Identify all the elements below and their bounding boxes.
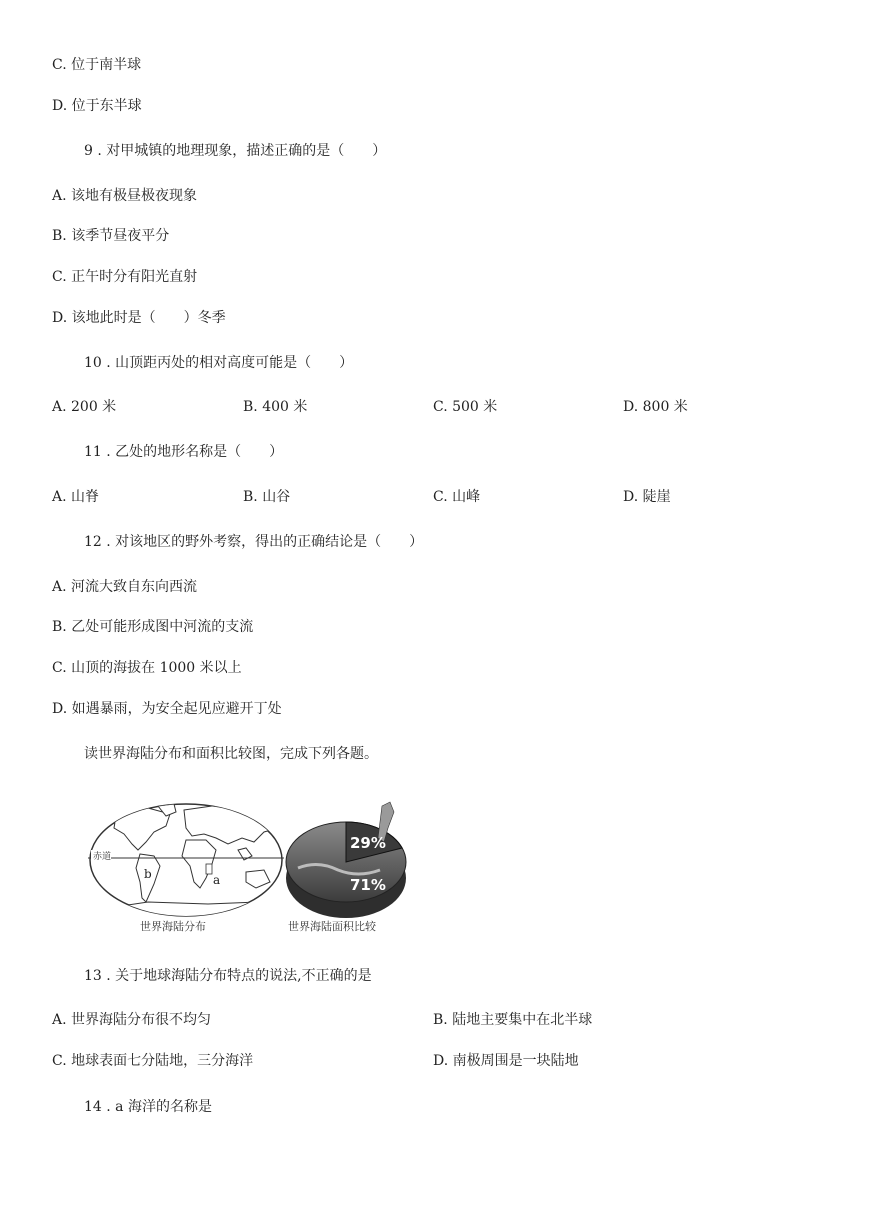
antarctica-shape xyxy=(108,902,278,920)
q13-option-c: C. 地球表面七分陆地，三分海洋 xyxy=(52,1053,254,1069)
q9-option-b: B. 该季节昼夜平分 xyxy=(52,228,170,244)
world-land-sea-figure xyxy=(88,798,433,943)
q9-option-c: C. 正午时分有阳光直射 xyxy=(52,269,198,285)
q11-option-b: B. 山谷 xyxy=(243,489,291,505)
q10-option-b: B. 400 米 xyxy=(243,399,308,415)
q11-option-d: D. 陡崖 xyxy=(623,489,671,505)
q10-option-c: C. 500 米 xyxy=(433,399,498,415)
q10-option-d: D. 800 米 xyxy=(623,399,688,415)
q12-option-b: B. 乙处可能形成图中河流的支流 xyxy=(52,619,254,635)
q9-option-d: D. 该地此时是（ ）冬季 xyxy=(52,310,226,326)
q10-option-a: A. 200 米 xyxy=(52,399,117,415)
pie-caption: 世界海陆面积比较 xyxy=(288,920,376,933)
ocean-a-marker xyxy=(206,864,212,874)
ocean-percent-label: 71% xyxy=(350,876,386,894)
map-caption: 世界海陆分布 xyxy=(140,920,206,933)
land-percent-label: 29% xyxy=(350,834,386,852)
q8-option-c: C. 位于南半球 xyxy=(52,57,142,73)
q12-stem: 12 . 对该地区的野外考察，得出的正确结论是（ ） xyxy=(84,534,424,550)
q13-option-d: D. 南极周围是一块陆地 xyxy=(433,1053,579,1069)
equator-label: 赤道 xyxy=(93,852,112,862)
q13-stem: 13 . 关于地球海陆分布特点的说法,不正确的是 xyxy=(84,968,372,984)
q13-option-a: A. 世界海陆分布很不均匀 xyxy=(52,1012,212,1028)
world-map xyxy=(88,804,284,933)
q11-option-a: A. 山脊 xyxy=(52,489,100,505)
q12-option-a: A. 河流大致自东向西流 xyxy=(52,579,198,595)
area-comparison-pie xyxy=(286,802,406,933)
q10-stem: 10 . 山顶距丙处的相对高度可能是（ ） xyxy=(84,355,354,371)
q12-option-d: D. 如遇暴雨，为安全起见应避开丁处 xyxy=(52,701,282,717)
q8-option-d: D. 位于东半球 xyxy=(52,98,142,114)
q11-stem: 11 . 乙处的地形名称是（ ） xyxy=(84,444,284,460)
q12-option-c: C. 山顶的海拔在 1000 米以上 xyxy=(52,660,242,676)
label-a: a xyxy=(213,873,221,887)
q9-stem: 9 . 对甲城镇的地理现象，描述正确的是（ ） xyxy=(84,143,387,159)
q13-option-b: B. 陆地主要集中在北半球 xyxy=(433,1012,593,1028)
label-b: b xyxy=(144,867,152,881)
q9-option-a: A. 该地有极昼极夜现象 xyxy=(52,188,198,204)
q14-stem: 14 . a 海洋的名称是 xyxy=(84,1099,212,1115)
section-intro: 读世界海陆分布和面积比较图，完成下列各题。 xyxy=(84,746,378,762)
figure-svg xyxy=(88,798,433,943)
q11-option-c: C. 山峰 xyxy=(433,489,481,505)
